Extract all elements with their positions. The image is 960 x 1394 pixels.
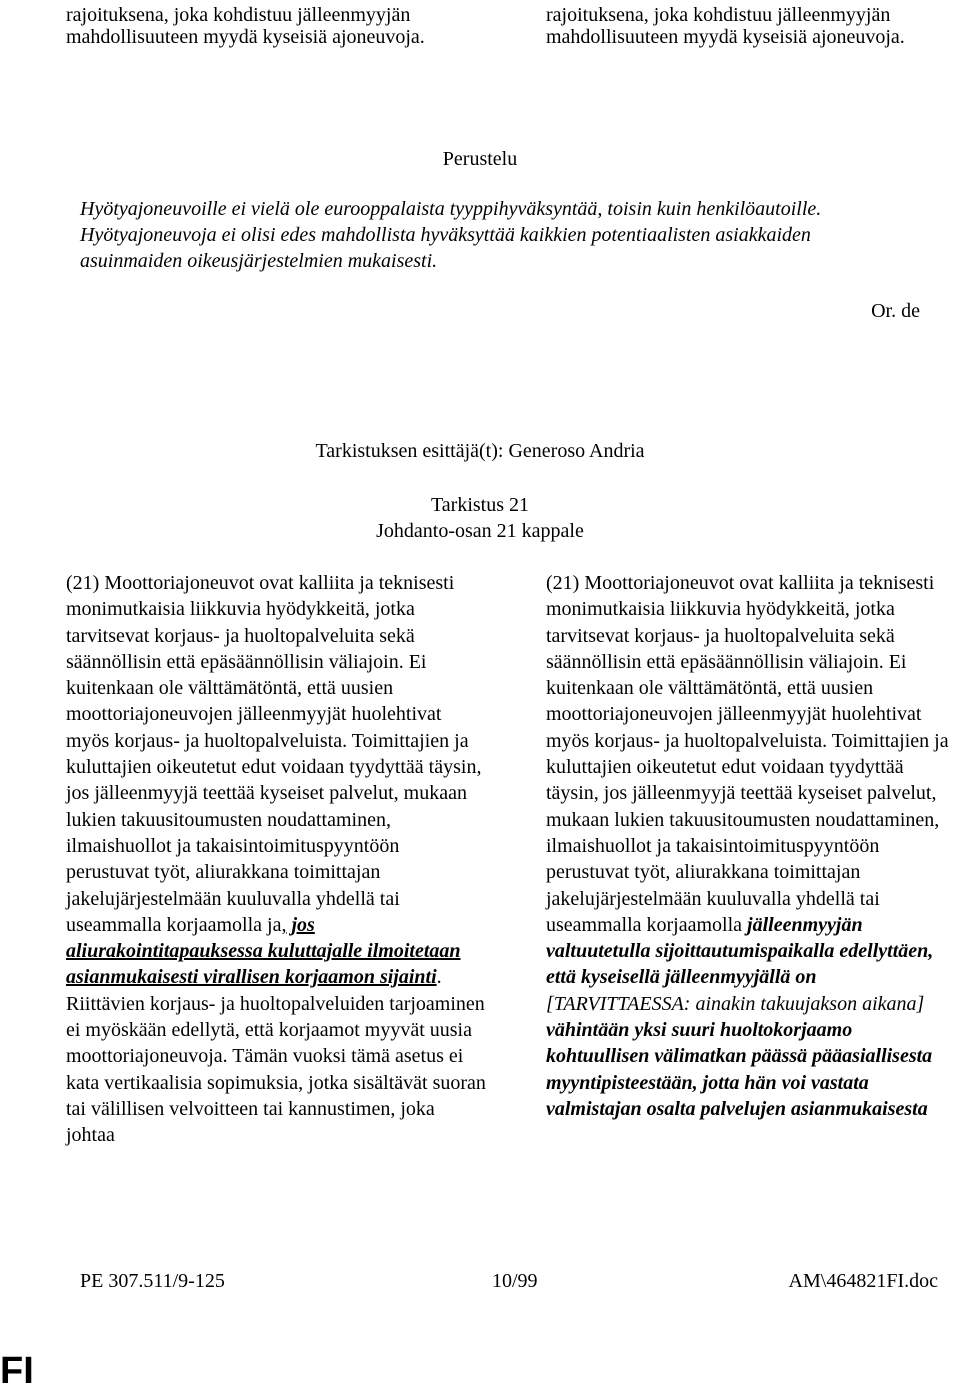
amendment-location: Johdanto-osan 21 kappale [376,520,584,542]
left-column-text [66,570,486,1149]
right-column-italic: [TARVITTAESSA: ainakin takuujakson aikana] [546,992,925,1015]
footer-filename: AM\464821FI.doc [788,1270,938,1292]
justification-line-1: Hyötyajoneuvoille ei vielä ole eurooppalaista tyyppihyväksyntää, toisin kuin henkilöautoille. [80,198,822,220]
left-column-plain: (21) Moottoriajoneuvot ovat kalliita ja teknisesti monimutkaisia liikkuvia hyödykkeitä, jotka tarvitsevat korjaus- ja huoltopalveluita sekä säännöllisin että epäsäännöllisin väliajoin. Ei kuitenkaan ole välttämätöntä, että uusien moottoriajoneuvojen jälleenmyyjät huolehtivat myös korjaus- ja huoltopalveluista. Toimittajien ja kuluttajien oikeutetut edut voidaan tyydyttää täysin, jos jälleenmyyjä teettää kyseiset palvelut, mukaan lukien takuusitoumusten noudattaminen, ilmaishuollot ja takaisintoimituspyyntöön perustuvat työt, aliurakkana toimittajan jakelujärjestelmään kuuluvalla yhdellä tai useammalla korjaamolla ja, [66,572,482,936]
footer-page-number: 10/99 [492,1270,538,1292]
right-column-plain: (21) Moottoriajoneuvot ovat kalliita ja teknisesti monimutkaisia liikkuvia hyödykkeitä, jotka tarvitsevat korjaus- ja huoltopalveluita sekä säännöllisin että epäsäännöllisin väliajoin. Ei kuitenkaan ole välttämätöntä, että uusien moottoriajoneuvojen jälleenmyyjät huolehtivat myös korjaus- ja huoltopalveluista. Toimittajien ja kuluttajien oikeutetut edut voidaan tyydyttää täysin, jos jälleenmyyjä teettää kyseiset palvelut, mukaan lukien takuusitoumusten noudattaminen, ilmaishuollot ja takaisintoimituspyyntöön perustuvat työt, aliurakkana toimittajan jakelujärjestelmään kuuluvalla yhdellä tai useammalla korjaamolla [546,572,949,936]
amendment-author: Tarkistuksen esittäjä(t): Generoso Andria [315,440,645,462]
right-continuation-text: rajoituksena, joka kohdistuu jälleenmyyjän mahdollisuuteen myydä kyseisiä ajoneuvoja. [546,4,905,48]
right-column-text [546,570,960,1122]
amendment-number: Tarkistus 21 [430,494,530,516]
left-column-amended-text: jos aliurakointitapauksessa kuluttajalle ilmoitetaan asianmukaisesti virallisen korjaamon sijainti [66,913,461,989]
language-code: FI [0,1350,34,1392]
footer-reference: PE 307.511/9-125 [80,1270,225,1292]
justification-line-3: asuinmaiden oikeusjärjestelmien mukaisesti. [80,250,438,272]
original-language: Or. de [871,300,920,322]
right-column-bold-1: jälleenmyyjän valtuutetulla sijoittautumispaikalla edellyttäen, että kyseisellä jälleenmyyjällä on [546,913,934,989]
justification-heading: Perustelu [442,148,518,170]
justification-line-2: Hyötyajoneuvoja ei olisi edes mahdollista hyväksyttää kaikkien potentiaalisten asiakkaiden [80,224,811,246]
left-column-tail: . Riittävien korjaus- ja huoltopalveluiden tarjoaminen ei myöskään edellytä, että korjaamot myyvät uusia moottoriajoneuvoja. Tämän vuoksi tämä asetus ei kata vertikaalisia sopimuksia, jotka sisältävät suoran tai välillisen velvoitteen tai kannustimen, joka johtaa [66,966,486,1147]
left-continuation-text: rajoituksena, joka kohdistuu jälleenmyyjän mahdollisuuteen myydä kyseisiä ajoneuvoja. [66,4,425,48]
right-column-bold-2: vähintään yksi suuri huoltokorjaamo kohtuullisen välimatkan päässä pääasiallisesta myyntipisteestään, jotta hän voi vastata valmistajan osalta palvelujen asianmukaisesta [546,1019,933,1120]
